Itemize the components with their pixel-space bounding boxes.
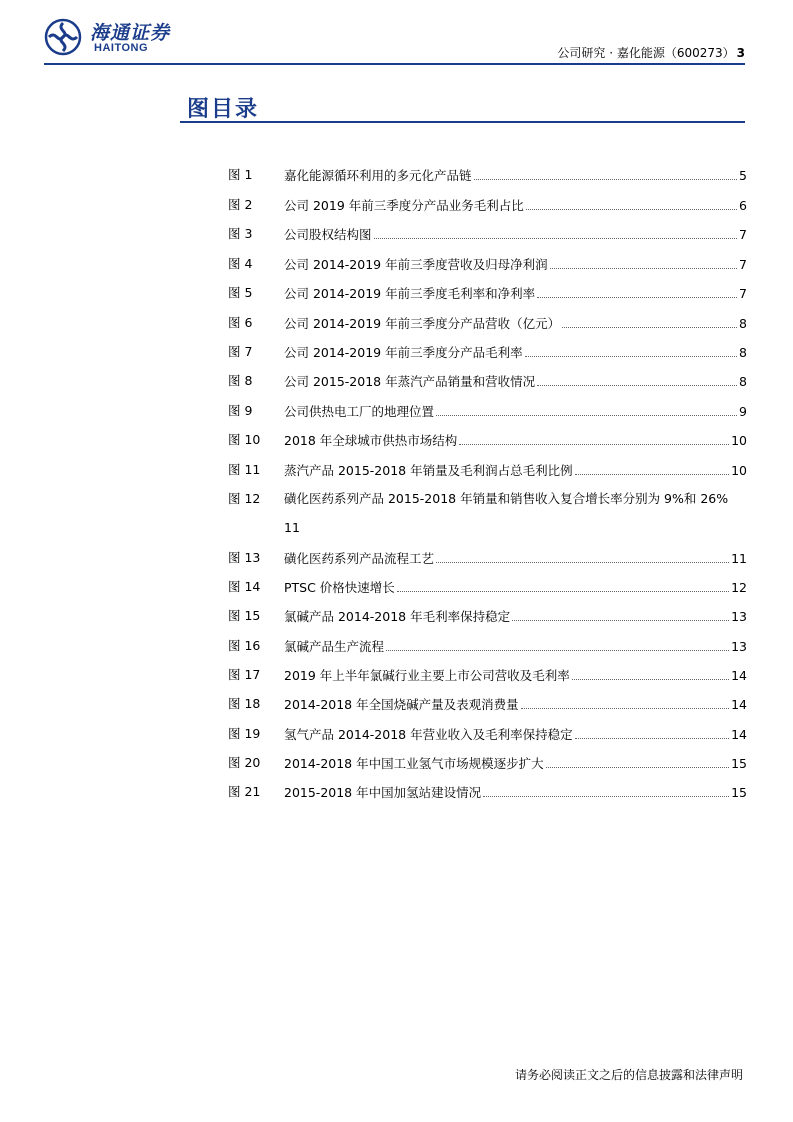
figure-number: 图 3 [228, 226, 253, 241]
figure-number: 图 19 [228, 726, 261, 741]
figure-title: 磺化医药系列产品流程工艺 [284, 551, 435, 566]
haitong-logo-icon [44, 18, 82, 56]
figure-number: 图 17 [228, 667, 261, 682]
figure-number: 图 18 [228, 696, 261, 711]
dot-leader [575, 724, 730, 739]
figure-number: 图 7 [228, 344, 253, 359]
figure-page: 15 [731, 785, 747, 800]
figure-page: 7 [739, 227, 747, 242]
dot-leader [575, 460, 730, 475]
figure-title: 嘉化能源循环利用的多元化产品链 [284, 168, 472, 183]
figure-title: 公司 2014-2019 年前三季度分产品毛利率 [284, 345, 523, 360]
page-number: 3 [736, 46, 745, 60]
figure-number: 图 10 [228, 432, 261, 447]
figure-title: 磺化医药系列产品 2015-2018 年销量和销售收入复合增长率分别为 9%和 26% [284, 491, 729, 506]
dot-leader [397, 577, 729, 592]
toc-entry[interactable] [228, 165, 747, 185]
figure-number: 图 4 [228, 256, 253, 271]
toc-entry[interactable] [228, 283, 747, 303]
figure-title: 公司 2015-2018 年蒸汽产品销量和营收情况 [284, 374, 536, 389]
dot-leader [546, 753, 729, 768]
dot-leader [525, 342, 737, 357]
dot-leader [521, 694, 729, 709]
running-header [557, 44, 745, 61]
toc-entry[interactable] [228, 548, 747, 568]
figure-page: 9 [739, 404, 747, 419]
toc-entry[interactable] [228, 460, 747, 480]
figure-title: PTSC 价格快速增长 [284, 580, 395, 595]
figure-list-title: 图目录 [187, 97, 260, 122]
figure-number: 图 14 [228, 579, 261, 594]
toc-entry[interactable] [228, 636, 747, 656]
figure-page: 7 [739, 257, 747, 272]
figure-title: 公司 2014-2019 年前三季度分产品营收（亿元） [284, 316, 561, 331]
figure-title: 2014-2018 年中国工业氢气市场规模逐步扩大 [284, 756, 544, 771]
dot-leader [537, 371, 737, 386]
dot-leader [512, 606, 729, 621]
figure-number: 图 1 [228, 167, 253, 182]
figure-title: 蒸汽产品 2015-2018 年销量及毛利润占总毛利比例 [284, 463, 573, 478]
figure-number: 图 11 [228, 462, 261, 477]
document-label: 公司研究 · 嘉化能源（600273） [557, 46, 735, 60]
figure-page: 10 [731, 433, 747, 448]
toc-entry[interactable] [228, 753, 747, 773]
figure-page: 13 [731, 639, 747, 654]
figure-page: 14 [731, 668, 747, 683]
figure-page: 14 [731, 727, 747, 742]
figure-page: 11 [284, 520, 300, 535]
figure-number: 图 2 [228, 197, 253, 212]
toc-entry[interactable] [228, 371, 747, 391]
figure-number: 图 15 [228, 608, 261, 623]
dot-leader [562, 313, 737, 328]
figure-title: 公司供热电工厂的地理位置 [284, 404, 435, 419]
dot-leader [550, 254, 737, 269]
dot-leader [386, 636, 729, 651]
dot-leader [474, 165, 738, 180]
figure-page: 8 [739, 345, 747, 360]
figure-number: 图 20 [228, 755, 261, 770]
legal-disclaimer: 请务必阅读正文之后的信息披露和法律声明 [514, 1068, 743, 1082]
company-logo [44, 18, 194, 58]
figure-title: 公司 2019 年前三季度分产品业务毛利占比 [284, 198, 524, 213]
figure-title: 2014-2018 年全国烧碱产量及表观消费量 [284, 697, 519, 712]
dot-leader [436, 548, 729, 563]
figure-number: 图 9 [228, 403, 253, 418]
figure-title: 2015-2018 年中国加氢站建设情况 [284, 785, 482, 800]
figure-number: 图 6 [228, 315, 253, 330]
toc-entry[interactable] [228, 195, 747, 215]
toc-entry[interactable] [228, 694, 747, 714]
toc-entry[interactable] [228, 489, 747, 541]
toc-entry[interactable] [228, 606, 747, 626]
dot-leader [374, 224, 738, 239]
logo-english-name: HAITONG [94, 42, 149, 54]
figure-page: 8 [739, 374, 747, 389]
toc-entry[interactable] [228, 254, 747, 274]
dot-leader [526, 195, 737, 210]
toc-entry[interactable] [228, 782, 747, 802]
toc-entry[interactable] [228, 665, 747, 685]
figure-title: 公司股权结构图 [284, 227, 372, 242]
figure-number: 图 5 [228, 285, 253, 300]
figure-page: 6 [739, 198, 747, 213]
figure-page: 14 [731, 697, 747, 712]
figure-page: 13 [731, 609, 747, 624]
toc-entry[interactable] [228, 577, 747, 597]
toc-entry[interactable] [228, 224, 747, 244]
toc-entry[interactable] [228, 313, 747, 333]
toc-entry[interactable] [228, 401, 747, 421]
toc-entry[interactable] [228, 724, 747, 744]
figure-number: 图 8 [228, 373, 253, 388]
figure-title: 氢气产品 2014-2018 年营业收入及毛利率保持稳定 [284, 727, 573, 742]
dot-leader [436, 401, 737, 416]
figure-page: 10 [731, 463, 747, 478]
figure-title: 公司 2014-2019 年前三季度营收及归母净利润 [284, 257, 548, 272]
figure-page: 11 [731, 551, 747, 566]
figure-page: 7 [739, 286, 747, 301]
figure-number: 图 13 [228, 550, 261, 565]
figure-number: 图 16 [228, 638, 261, 653]
dot-leader [572, 665, 729, 680]
figure-title: 2018 年全球城市供热市场结构 [284, 433, 458, 448]
figure-page: 15 [731, 756, 747, 771]
toc-entry[interactable] [228, 430, 747, 450]
figure-title: 公司 2014-2019 年前三季度毛利率和净利率 [284, 286, 536, 301]
toc-entry[interactable] [228, 342, 747, 362]
dot-leader [459, 430, 729, 445]
title-underline [180, 121, 745, 123]
figure-title: 氯碱产品生产流程 [284, 639, 385, 654]
figure-page: 5 [739, 168, 747, 183]
dot-leader [537, 283, 737, 298]
dot-leader [483, 782, 729, 797]
figure-page: 8 [739, 316, 747, 331]
figure-title: 2019 年上半年氯碱行业主要上市公司营收及毛利率 [284, 668, 570, 683]
figure-page: 12 [731, 580, 747, 595]
logo-chinese-name: 海通证券 [90, 22, 171, 44]
header-divider [44, 63, 745, 65]
figure-title: 氯碱产品 2014-2018 年毛利率保持稳定 [284, 609, 511, 624]
figure-number: 图 21 [228, 784, 261, 799]
figure-number: 图 12 [228, 491, 261, 506]
